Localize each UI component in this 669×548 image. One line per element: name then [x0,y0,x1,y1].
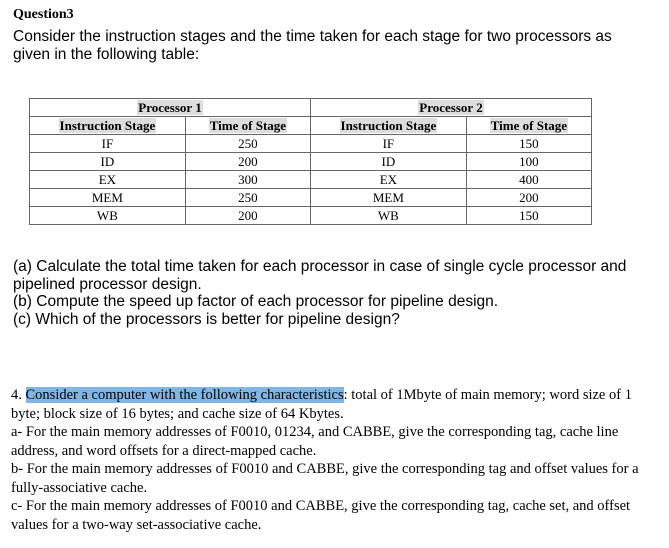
table-cell: 250 [185,135,310,153]
table-cell: ID [30,153,186,171]
question-parts [13,258,653,328]
table-cell: 200 [466,189,591,207]
processor-2-header: Processor 2 [310,99,591,117]
table-cell: 200 [185,207,310,225]
table-cell: 100 [466,153,591,171]
table-cell: IF [30,135,186,153]
table-row [30,135,592,153]
table-cell: EX [310,171,466,189]
column-header: Instruction Stage [310,117,466,135]
table-cell: ID [310,153,466,171]
question-number: 4. [11,387,26,403]
table-cell: WB [310,207,466,225]
table-cell: 150 [466,207,591,225]
q4-statement: : total of 1Mbyte of main memory; word size of 1 byte; block size of 16 bytes; and cache size of 64 Kbytes. [11,387,632,422]
table-cell: MEM [310,189,466,207]
table-cell: WB [30,207,186,225]
table-row [30,189,592,207]
question-4 [11,386,651,534]
question-title: Question3 [13,7,74,22]
part-b: (b) Compute the speed up factor of each processor for pipeline design. [13,293,499,310]
table-row [30,171,592,189]
part-c: (c) Which of the processors is better for pipeline design? [13,310,400,328]
table-cell: 300 [185,171,310,189]
table-cell: 150 [466,135,591,153]
column-header: Time of Stage [466,117,591,135]
column-header: Time of Stage [185,117,310,135]
table-cell: IF [310,135,466,153]
table-cell: 250 [185,189,310,207]
table-cell: 200 [185,153,310,171]
q4-item-c: c- For the main memory addresses of F0010 and CABBE, give the corresponding tag, cache set, and offset values for a two-way set-associative cache. [11,498,631,533]
processor-1-header: Processor 1 [30,99,311,117]
question-intro: Consider the instruction stages and the time taken for each stage for two processors as given in the following table: [13,28,612,63]
q4-item-b: b- For the main memory addresses of F0010 and CABBE, give the corresponding tag and offset values for a fully-associative cache. [11,461,639,496]
table-row [30,153,592,171]
table-cell: MEM [30,189,186,207]
processor-stage-table [29,98,592,225]
column-header: Instruction Stage [30,117,186,135]
part-a: (a) Calculate the total time taken for each processor in case of single cycle processor and pipelined processor design. [13,258,627,293]
table-row [30,207,592,225]
selected-text[interactable]: Consider a computer with the following characteristics [25,387,344,403]
table-cell: 400 [466,171,591,189]
table-cell: EX [30,171,186,189]
q4-item-a: a- For the main memory addresses of F0010, 01234, and CABBE, give the corresponding tag, cache line address, and word offsets for a direct-mapped cache. [11,424,619,459]
